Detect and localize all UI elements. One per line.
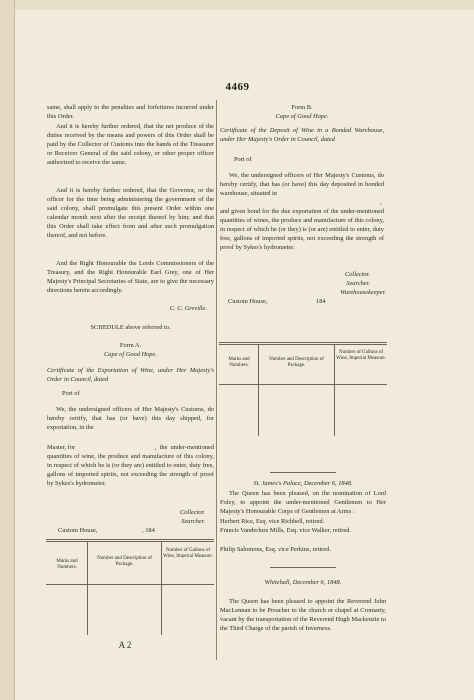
table-b-col-rule-1: [258, 344, 259, 436]
notice-1-heading: St. James's Palace, December 6, 1848.: [253, 480, 353, 487]
form-a-year: , 184: [142, 527, 155, 534]
notice-1-body: The Queen has been pleased, on the nomination of Lord Foley, to appoint the under-mentioned Gentlemen to Her Majesty's Honourable Corps of Gentlemen at Arms :: [220, 490, 386, 516]
notice-2-body: The Queen has been pleased to appoint the Reverend John MacLennan to be Preacher to the church or chapel at Cromarty, vacant by the transportation of the Reverend Hugh Mackenzie to the Third Charge of the parish of Inverness.: [220, 598, 386, 633]
notice-2-heading: Whitehall, December 6, 1848.: [264, 579, 342, 586]
table-b-header-marks: Marks and Numbers.: [228, 357, 250, 369]
schedule-heading: SCHEDULE above referred to.: [90, 324, 171, 331]
form-a-certificate-title: Certificate of the Exportation of Wine, under Her Majesty's Order in Council, dated: [47, 367, 214, 384]
form-a-port-of: Port of: [62, 390, 80, 397]
notice-separator-1: [270, 472, 336, 473]
form-b-collector: Collector.: [344, 271, 370, 278]
page-number: 4469: [225, 81, 250, 93]
left-paragraph-4: And the Right Honourable the Lords Commissioners of the Treasury, and the Right Honourable Earl Grey, one of Her Majesty's Principal Secretaries of State, are to give the necessary directions herein accordingly.: [47, 260, 214, 295]
form-a-custom-house: Custom House,: [58, 527, 98, 534]
form-b-searcher: Searcher.: [346, 280, 370, 287]
table-b-header-rule: [219, 384, 387, 385]
form-a-master: Master, for: [47, 444, 76, 451]
table-a-top-rule: [46, 539, 214, 540]
page-binding-edge: [0, 0, 15, 700]
table-a-header-gallons: Number of Gallons of Wine, Imperial Measure.: [163, 548, 213, 560]
table-b-top-rule: [219, 342, 387, 343]
form-b-custom-house: Custom House,: [228, 298, 268, 305]
signature-greville: C. C. Greville.: [169, 305, 207, 312]
form-b-body-continued: , and given bond for the due exportation of the under-mentioned quantities of wines, the produce and manufacture of this colony, in respect of which he (or they) is (or are) entitled to enter, duty free, gallons of imported spirits, not exceeding the strength of proof by Sykes's hydrometer.: [220, 199, 384, 252]
notice-separator-2: [270, 567, 336, 568]
notice-1-appointment-3: Philip Salomons, Esq. vice Perkins, retired.: [220, 546, 331, 553]
page-top-edge: [0, 0, 474, 10]
signature-mark: A 2: [118, 640, 132, 650]
column-divider: [216, 100, 217, 660]
table-a-header-rule: [46, 584, 214, 585]
left-paragraph-1: same, shall apply to the penalties and forfeitures incurred under this Order.: [47, 104, 214, 121]
form-b-body: We, the undersigned officers of Her Majesty's Customs, do hereby certify, that has (or have) this day deposited in bonded warehouse, situated in: [220, 172, 384, 198]
table-b-top-rule-2: [219, 344, 387, 345]
left-paragraph-3: And it is hereby further ordered, that the Governor, or the officer for the time being administering the government of the said colony, shall promulgate this present Order within one calendar month next after the receipt thereof by him; and that this Order shall take effect from and after such promulgation thereof, and not before.: [47, 187, 214, 240]
table-b-header-package: Number and Description of Package.: [269, 357, 324, 369]
table-a-header-marks: Marks and Numbers.: [56, 559, 78, 571]
notice-1-appointment-2: Francis Vanderlure Mills, Esq. vice Walker, retired.: [220, 527, 352, 534]
table-a-col-rule-1: [87, 541, 88, 635]
form-b-certificate-title: Certificate of the Deposit of Wine in a Bonded Warehouse, under Her Majesty's Order in Council, dated: [220, 127, 384, 144]
left-paragraph-2: And it is hereby further ordered, that the net produce of the duties received by the means and powers of this Order shall be paid by the Collector of Customs into the hands of the Treasurer or Receiver General of the said colony, or other proper officer authorized to receive the same.: [47, 123, 214, 167]
form-b-port-of: Port of: [234, 156, 252, 163]
form-a-heading: Form A.: [119, 342, 142, 349]
form-a-collector: Collector.: [179, 509, 205, 516]
form-b-warehousekeeper: Warehousekeeper.: [340, 289, 386, 296]
form-a-searcher: Searcher.: [181, 518, 205, 525]
table-a-header-package: Number and Description of Package.: [97, 556, 152, 568]
form-a-body: We, the undersigned officers of Her Majesty's Customs, do hereby certify, that has (or have) this day shipped, for exportation, in the: [47, 406, 214, 432]
table-a-top-rule-2: [46, 541, 214, 542]
form-a-master-tail: , the under-mentioned quantities of wine, the produce and manufacture of this colony, in respect of which he is (or they are) entitled to enter, duty free, gallons of imported spirits, not exceeding the strength of proof by Sykes's hydrometer.: [47, 444, 214, 488]
notice-1-appointment-1: Herbert Rice, Esq. vice Richbell, retired.: [220, 518, 325, 525]
form-a-cape: Cape of Good Hope.: [104, 351, 157, 358]
form-b-cape: Cape of Good Hope.: [275, 113, 329, 120]
form-b-year: 184: [316, 298, 326, 305]
table-b-header-gallons: Number of Gallons of Wine, Imperial Measure.: [336, 350, 386, 362]
form-b-heading: Form B.: [291, 104, 313, 111]
